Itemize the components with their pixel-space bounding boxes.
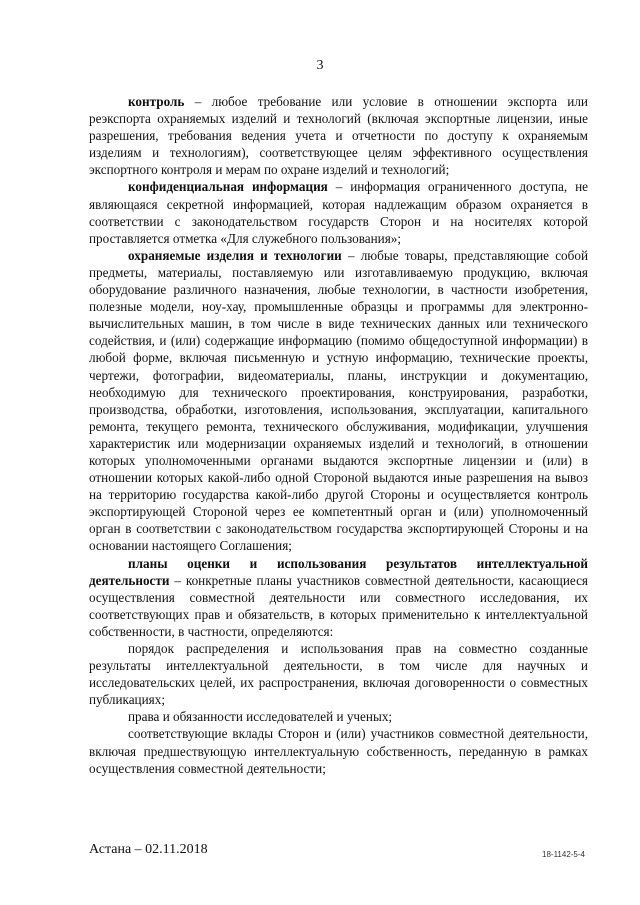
paragraph-text: соответствующие вклады Сторон и (или) участников совместной деятельности, включая предшествующую интеллектуальную собственность, переданную в рамках осуществления совместной деятельности; (89, 726, 588, 776)
defined-term: контроль (128, 94, 185, 109)
defined-term: планы оценки и использования результатов интеллектуальной деятельности (89, 555, 588, 588)
document-body (89, 93, 588, 777)
paragraph-text: порядок распределения и использования прав на совместно созданные результаты интеллектуальной деятельности, в том числе для научных и исследовательских целей, их распространения, включая договоренности о совместных публикациях; (89, 641, 588, 708)
definition-paragraph (89, 178, 588, 246)
list-paragraph (89, 708, 588, 725)
defined-term: охраняемые изделия и технологии (128, 247, 342, 263)
definition-paragraph (89, 247, 588, 555)
definition-text: – информация ограниченного доступа, не являющаяся секретной информацией, которая надлежащим образом охраняется в соответствии с законодательством государств Сторон и на носителях которой проставляется отметка «Для служебного пользования»; (89, 179, 589, 246)
footer-place-date: Астана – 02.11.2018 (89, 842, 208, 857)
list-paragraph (89, 725, 588, 776)
paragraph-text: права и обязанности исследователей и ученых; (128, 709, 393, 725)
definition-text: – любые товары, представляющие собой предметы, материалы, поставляемую или изготавливаемую продукцию, включая оборудование различного назначения, любые технологии, в частности изобретения, полезные модели, ноу-хау, промышленные образцы и программы для электронно-вычислительных машин, в том числе в виде технических данных или технического содействия, и (или) содержащие информацию (помимо общедоступной информации) в любой форме, включая письменную и устную информацию, технические проекты, чертежи, фотографии, видеоматериалы, планы, инструкции и документацию, необходимую для технического проектирования, конструирования, разработки, производства, обработки, изготовления, использования, эксплуатации, капитального ремонта, текущего ремонта, технического обслуживания, модификации, улучшения характеристик или модернизации охраняемых изделий и технологий, в отношении которых уполномоченными органами выдаются экспортные лицензии и (или) в отношении которых какой-либо одной Стороной выдаются иные разрешения на вывоз на территорию государства какой-либо другой Стороны и осуществляется контроль экспортирующей Стороной через ее компетентный орган и (или) уполномоченный орган в соответствии с законодательством государства экспортирующей Стороны и на основании настоящего Соглашения; (89, 247, 588, 554)
defined-term: конфиденциальная информация (128, 179, 328, 195)
footer-document-code: 18-1142-5-4 (542, 850, 585, 859)
definition-paragraph (89, 93, 588, 178)
page-number: 3 (316, 58, 324, 73)
list-paragraph (89, 640, 588, 708)
definition-text: – конкретные планы участников совместной деятельности, касающиеся осуществления совместной деятельности или совместного исследования, их соответствующих прав и обязательств, в которых применительно к интеллектуальной собственности, в частности, определяются: (89, 572, 588, 639)
definition-text: – любое требование или условие в отношении экспорта или реэкспорта охраняемых изделий и технологий (включая экспортные лицензии, иные разрешения, требования ведения учета и отчетности по доступу к охраняемым изделиям и технологиям), соответствующее целям эффективного осуществления экспортного контроля и мерам по охране изделий и технологий; (89, 94, 588, 178)
definition-paragraph (89, 555, 588, 640)
